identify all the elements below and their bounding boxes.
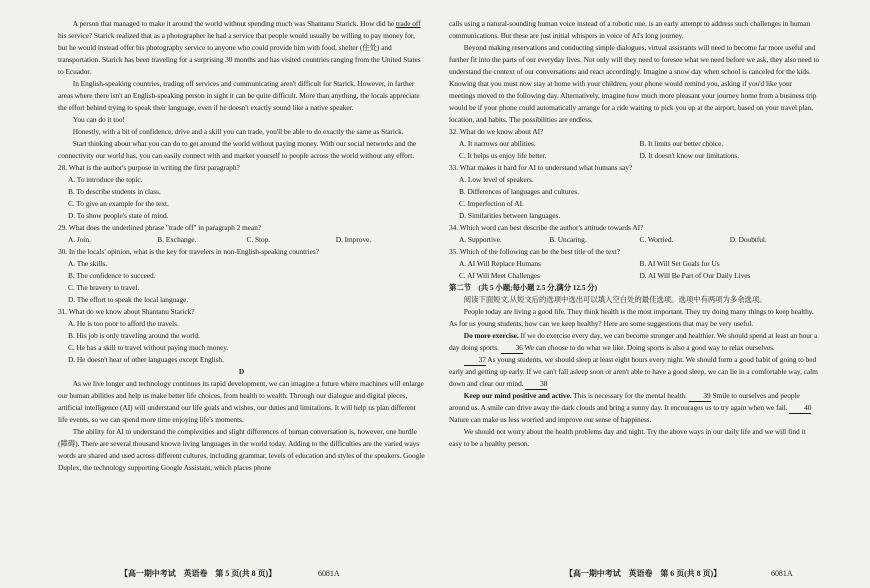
section-d-heading: D xyxy=(238,367,245,376)
paragraph-heading: Do more exercise. xyxy=(463,331,519,340)
option: C. Stop. xyxy=(246,235,271,244)
question-28: 28. What is the author's purpose in writing the first paragraph? xyxy=(58,163,240,172)
page-footer: 【高一期中考试 英语卷 第 6 页(共 8 页)】 6081A xyxy=(565,569,793,578)
blank-37: 37 xyxy=(464,355,486,366)
options-row xyxy=(449,138,820,150)
question-35: 35. Which of the following can be the best title of the text? xyxy=(449,247,621,256)
cloze-paragraph-2: Do more exercise. If we do exercise every day, we can become stronger and healthier. We should spend at least an hour a day doing sports. 36 We can choose to do what we like. Doing sports is also a good way to relax ourselves. xyxy=(449,331,818,352)
page-6 xyxy=(435,0,870,588)
option: D. He doesn't hear of other languages except English. xyxy=(68,355,224,364)
option: B. Uncaring. xyxy=(549,235,587,244)
option: D. It doesn't know our limitations. xyxy=(639,151,740,160)
passage-c-paragraph-1: A person that managed to make it around the world without spending much was Shantanu Starick. How did he trade off his service? Starick realized that as a photographer he had a service that people would usually be willing to pay money for, but he would instead offer his photography service to anyone who could provide him with food, shelter (住处) and transportation. Starick has been traveling for a surprising 30 months and has visited countries ranging from the United States to Ecuador. xyxy=(58,19,421,76)
blank-36: 36 xyxy=(501,343,523,354)
option: A. It narrows our abilities. xyxy=(459,139,536,148)
question-31: 31. What do we know about Shantanu Starick? xyxy=(58,307,195,316)
option: D. AI Will Be Part of Our Daily Lives xyxy=(639,271,751,280)
underlined-phrase: trade off xyxy=(395,19,421,28)
option: B. The confidence to succeed. xyxy=(68,271,156,280)
option: D. Similarities between languages. xyxy=(459,211,561,220)
option: D. Improve. xyxy=(335,235,372,244)
blank-40: 40 xyxy=(789,403,811,414)
passage-c-paragraph-3: You can do it too! xyxy=(72,115,125,124)
passage-c-paragraph-2: In English-speaking countries, trading off services and communicating aren't difficult for Starick. However, in farther areas where there isn't an English-speaking person in sight it can be quite difficult. More than anything, the locals appreciate the effort behind trying to speak their language, even if he doesn't exactly sound like a native speaker. xyxy=(58,79,420,112)
option: A. To introduce the topic. xyxy=(68,175,143,184)
option: B. His job is only traveling around the world. xyxy=(68,331,200,340)
option: C. Imperfection of AI. xyxy=(459,199,524,208)
question-32: 32. What do we know about AI? xyxy=(449,127,544,136)
passage-d-paragraph-2: The ability for AI to understand the complexities and slight differences of human conversation is, however, one hurdle (障碍). There are several thousand known living languages in the world today. Adding to the difficulties are the varied ways words are shared and used across different cultures, including grammar, levels of education and styles of the speakers. Google Duplex, the technology supporting Google Assistant, which places phone xyxy=(58,427,425,472)
cloze-paragraph-3: 37 As young students, we should sleep at least eight hours every night. We should form a good habit of going to bed early and getting up early. If we can't fall asleep soon or aren't able to have a good sleep, we can lie in a comfortable way, calm down and clear our mind. 38 xyxy=(449,355,818,388)
question-34: 34. Which word can best describe the author's attitude towards AI? xyxy=(449,223,644,232)
options-row xyxy=(449,234,820,246)
option: A. He is too poor to afford the travels. xyxy=(68,319,179,328)
option: D. The effort to speak the local language. xyxy=(68,295,189,304)
cloze-paragraph-5: We should not worry about the health problems day and night. Try the above ways in our daily life and we will find it easy to be a healthy person. xyxy=(449,427,806,448)
option: A. Supportive. xyxy=(459,235,502,244)
options-row xyxy=(449,150,820,162)
option: A. The skills. xyxy=(68,259,107,268)
cloze-paragraph-4: Keep our mind positive and active. This is necessary for the mental health. 39 Smile to ourselves and people around us. A smile can drive away the dark clouds and bring a sunny day. It encourages us to try again when we fail. 40 Nature can make us less worried and improve our sense of happiness. xyxy=(449,391,812,424)
page-footer: 【高一期中考试 英语卷 第 5 页(共 8 页)】 6081A xyxy=(120,569,340,578)
section-2-heading: 第二节 (共 5 小题;每小题 2.5 分,满分 12.5 分) xyxy=(449,283,598,292)
option: B. AI Will Set Goals for Us xyxy=(639,259,720,268)
option: C. To give an example for the text. xyxy=(68,199,169,208)
options-row xyxy=(449,270,820,282)
blank-39: 39 xyxy=(689,391,711,402)
question-29: 29. What does the underlined phrase "trade off" in paragraph 2 mean? xyxy=(58,223,262,232)
option: C. AI Will Meet Challenges xyxy=(459,271,540,280)
options-row xyxy=(58,234,425,246)
option: C. He has a skill to travel without paying much money. xyxy=(68,343,229,352)
option: D. Doubtful. xyxy=(729,235,767,244)
paper-code: 6081A xyxy=(318,569,340,578)
cloze-paragraph-1: People today are living a good life. They think health is the most important. They try doing many things to keep healthy. As for us young students, how can we keep healthy? Here are some suggestions that may be very useful. xyxy=(449,307,814,328)
question-30: 30. In the locals' opinion, what is the key for travelers in non-English-speaking countries? xyxy=(58,247,319,256)
option: B. To describe students in class. xyxy=(68,187,161,196)
blank-38: 38 xyxy=(525,379,547,390)
paragraph-heading: Keep our mind positive and active. xyxy=(463,391,572,400)
passage-c-paragraph-5: Start thinking about what you can do to get around the world without paying money. With our social networks and the connectivity our world has, you can easily connect with and market yourself to people across the world without any effort. xyxy=(58,139,417,160)
option: A. Join. xyxy=(68,235,91,244)
question-33: 33. What makes it hard for AI to understand what humans say? xyxy=(449,163,633,172)
option: B. Exchange. xyxy=(157,235,197,244)
option: A. Low level of speakers. xyxy=(459,175,534,184)
passage-d-paragraph-3: calls using a natural-sounding human voice instead of a robotic one, is an early attempt to address such challenges in human communications. But these are just initial whispers in voice of AI's long journey. xyxy=(449,19,810,40)
option: A. AI Will Replace Humans xyxy=(459,259,541,268)
option: C. The bravery to travel. xyxy=(68,283,140,292)
section-2-instructions: 阅读下面短文,从短文后的选项中选出可以填入空白处的最佳选项。选项中有两项为多余选项。 xyxy=(463,295,767,304)
option: C. Worried. xyxy=(639,235,674,244)
options-row xyxy=(449,258,820,270)
option: C. It helps us enjoy life better. xyxy=(459,151,547,160)
passage-c-paragraph-4: Honestly, with a bit of confidence, drive and a skill you can trade, you'll be able to do exactly the same as Starick. xyxy=(72,127,404,136)
paper-code: 6081A xyxy=(771,569,793,578)
option: B. It limits our better choice. xyxy=(639,139,724,148)
passage-d-paragraph-4: Beyond making reservations and conducting simple dialogues, virtual assistants will need to become far more useful and further fit into the parts of our everyday lives. Not only will they need to foresee what we need before we ask, they also need to understand the context of our conversations and react accordingly. Imagine a snow day when school is canceled for the kids. Knowing that you must now stay at home with your children, your phone would remind you, asking if you'd like your meetings moved to the following day. Alternatively, imagine how much more pleasant your journey home from a business trip would be if your phone could automatically arrange for a ride waiting to pick you up at the airport, based on your travel plan, location, and habits. The possibilities are endless. xyxy=(449,43,820,124)
option: D. To show people's state of mind. xyxy=(68,211,169,220)
option: B. Differences of languages and cultures. xyxy=(459,187,579,196)
passage-d-paragraph-1: As we live longer and technology continues its rapid development, we can imagine a future where machines will enlarge our human abilities and help us make better life choices, from health to wealth. Through our dialogue and digital pieces, artificial intelligence (AI) will understand our life goals and wishes, our duties and limitations. It will help us plan different life events, so we can spend more time enjoying life's moments. xyxy=(58,379,424,424)
